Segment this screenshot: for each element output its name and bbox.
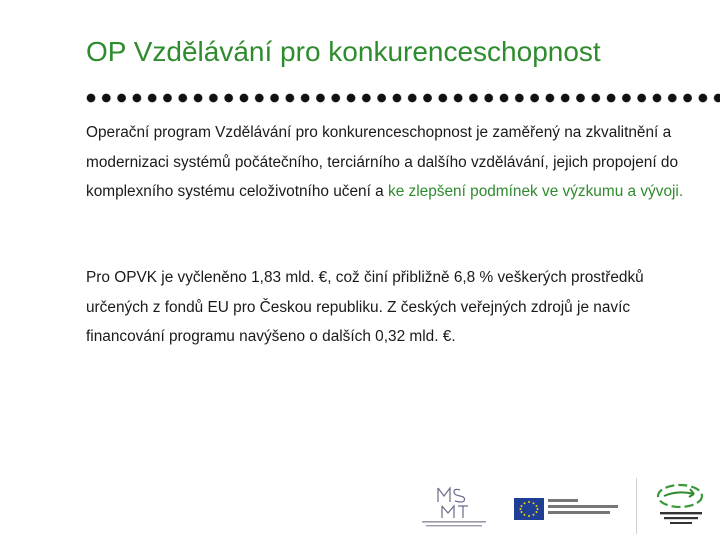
footer-divider	[636, 478, 637, 534]
msmt-logo	[420, 480, 488, 528]
eu-flag-icon	[514, 498, 544, 520]
page-title: OP Vzdělávání pro konkurenceschopnost	[86, 36, 601, 67]
eu-logo-caption	[548, 496, 624, 524]
paragraph-1-highlight: ke zlepšení podmínek ve výzkumu a vývoji.	[388, 183, 684, 200]
opvk-logo	[650, 480, 712, 532]
eu-esf-logo	[514, 492, 624, 526]
paragraph-1	[86, 118, 686, 207]
paragraph-1-text: Operační program Vzdělávání pro konkurenceschopnost je zaměřený na zkvalitnění a modernizaci systémů počátečního, terciárního a dalšího vzdělávání, jejich propojení do komplexního systému celoživotního učení a	[86, 124, 679, 200]
paragraph-2: Pro OPVK je vyčleněno 1,83 mld. €, což činí přibližně 6,8 % veškerých prostředků určených z fondů EU pro Českou republiku. Z českých veřejných zdrojů je navíc financování programu navýšeno o dalších 0,32 mld. €.	[86, 269, 644, 345]
dotted-divider	[86, 92, 720, 106]
